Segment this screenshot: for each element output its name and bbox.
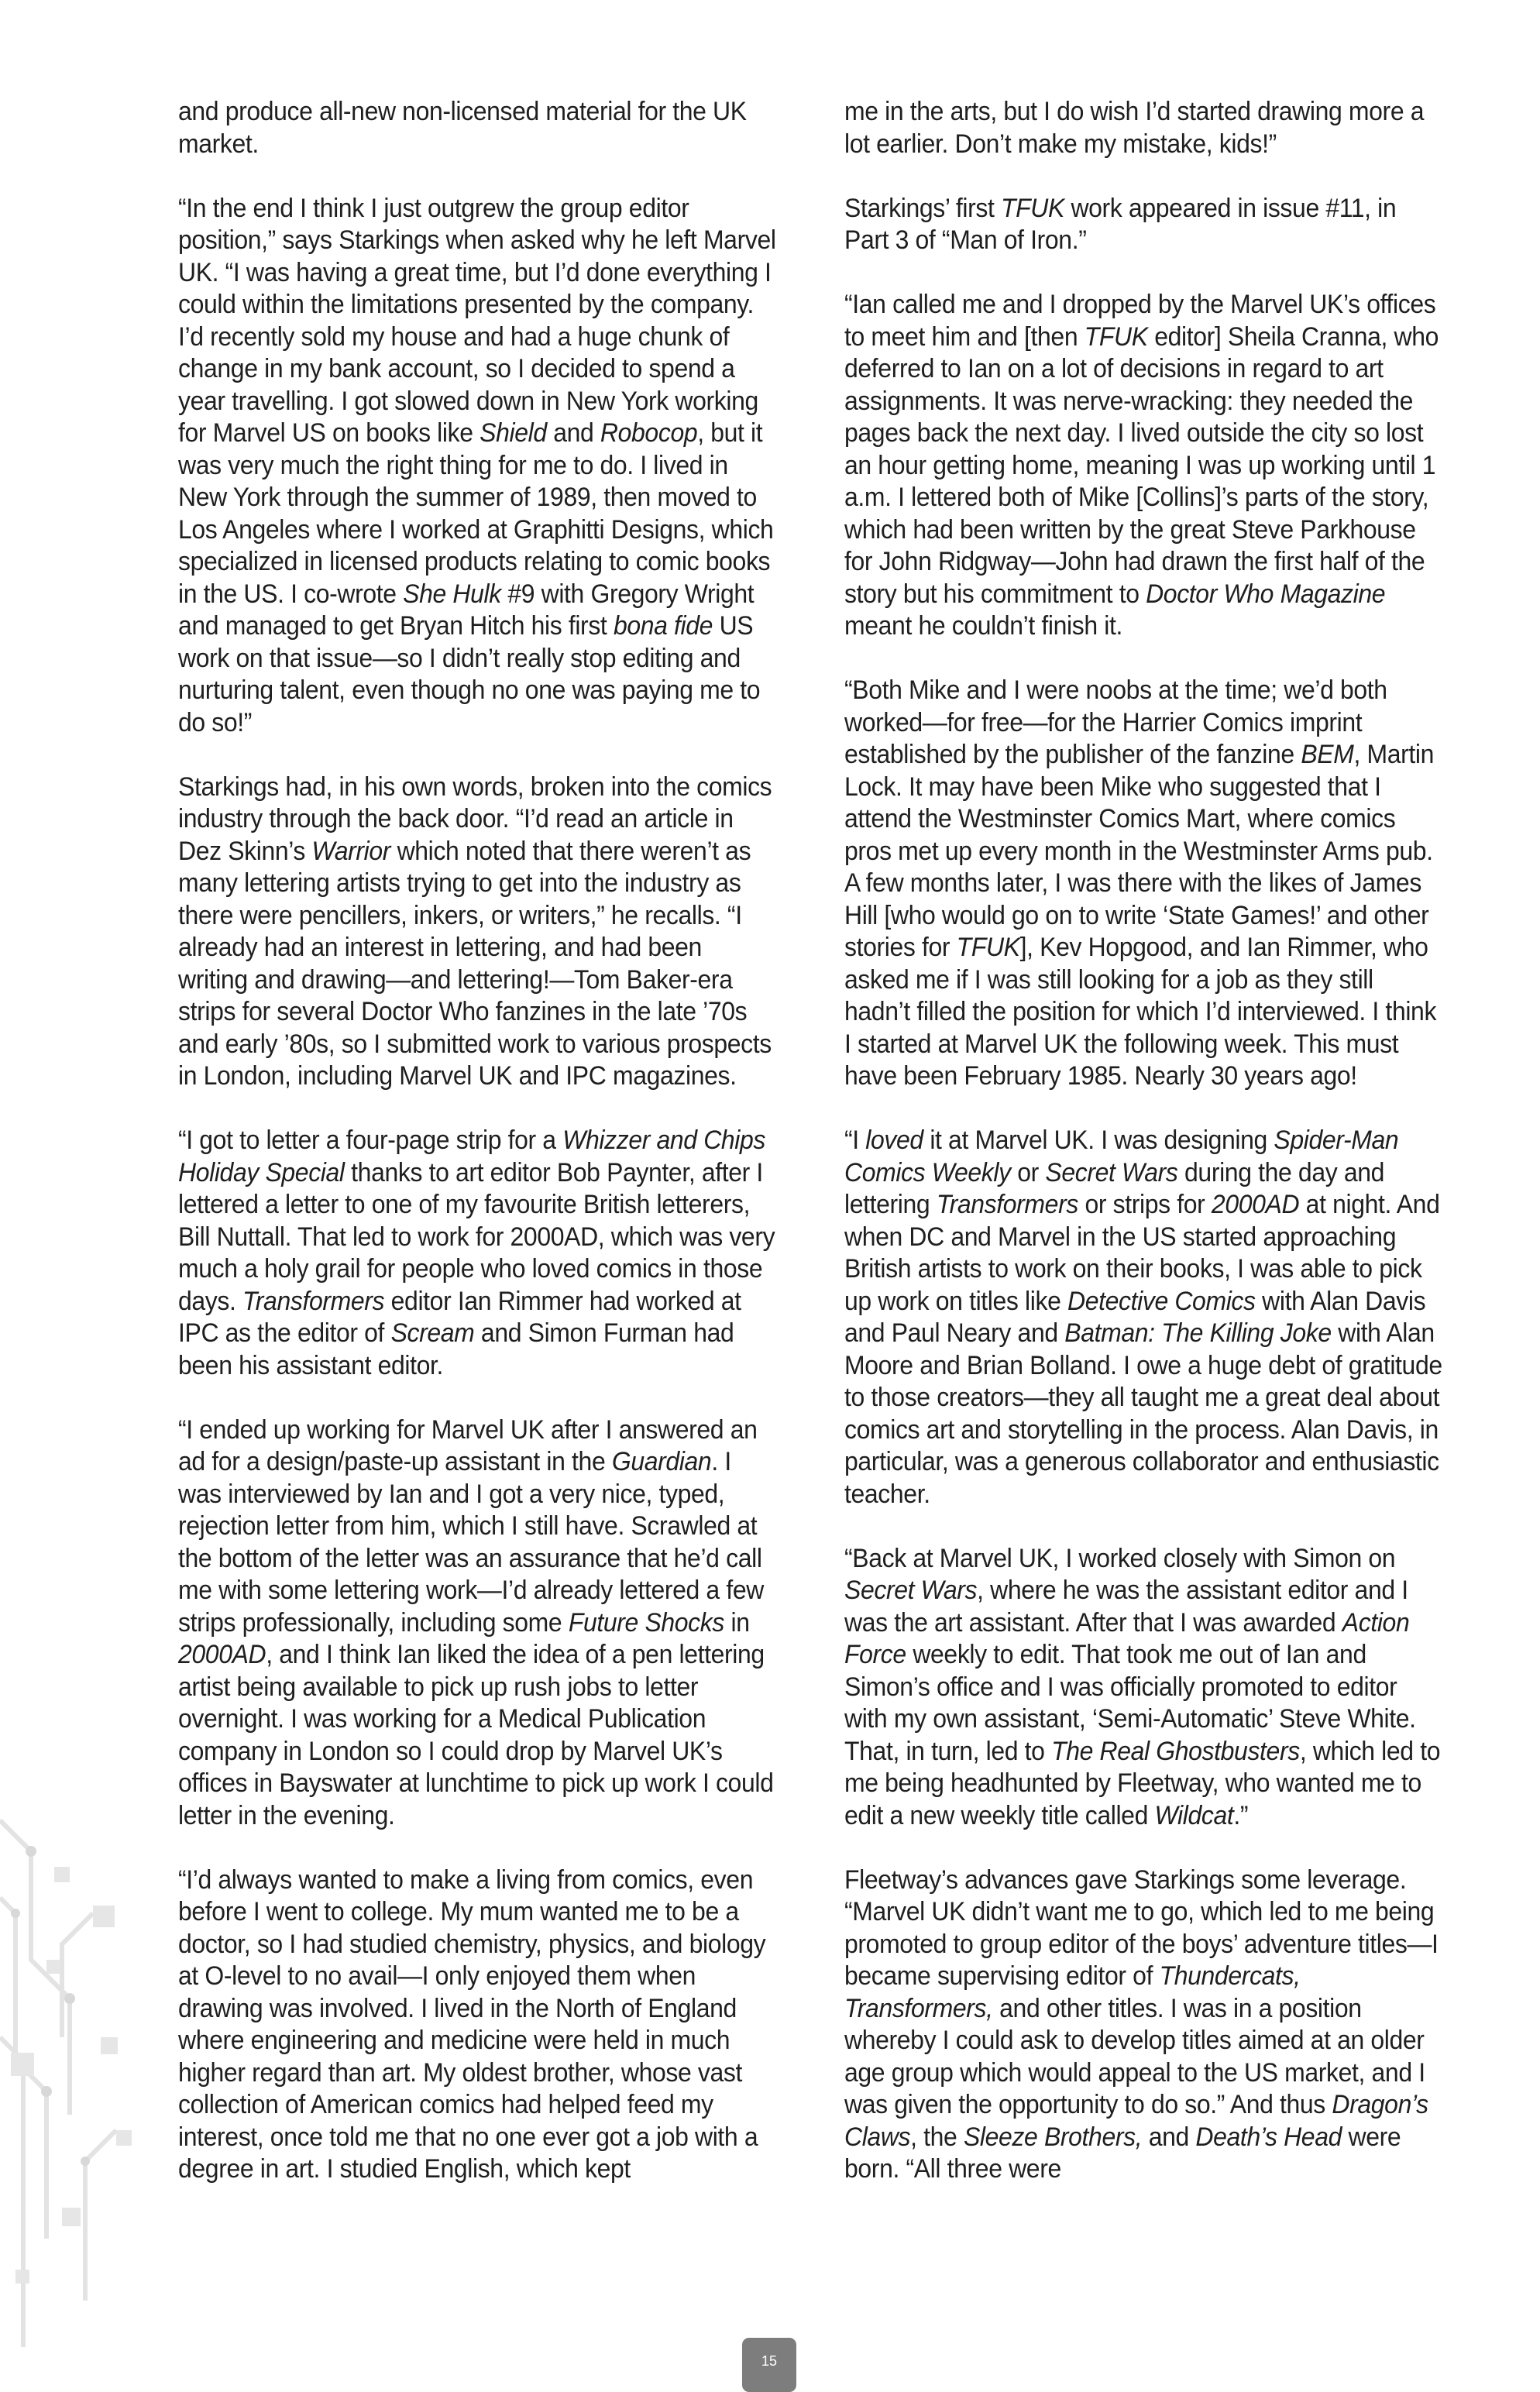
circuit-decoration <box>0 1805 139 2367</box>
italic-title: Future Shocks <box>568 1607 724 1638</box>
text-run: , where he was the assistant editor and I was the art assistant. After that I was awarded <box>844 1576 1408 1638</box>
text-run: , and I think Ian liked the idea of a pen lettering artist being available to pick up rush jobs to letter overnight. I was working for a Medical Publication company in London so I could drop by Marvel UK’s offices in Bayswater at lunchtime to pick up work I could letter in the evening. <box>178 1640 774 1830</box>
italic-title: Batman: The Killing Joke <box>1064 1318 1332 1348</box>
text-run: and <box>546 418 600 448</box>
text-run: “In the end I think I just outgrew the group editor position,” says Starkings when asked why he left Marvel UK. “I was having a great time, but I’d done everything I could within the limitations presented by the company. I’d recently sold my house and had a huge chunk of change in my bank account, so I decided to spend a year travelling. I got slowed down in New York working for Marvel US on books like <box>178 193 776 448</box>
italic-title: Spider-Man Comics Weekly <box>844 1126 1399 1187</box>
text-run: “Ian called me and I dropped by the Marvel UK’s offices to meet him and [then <box>844 290 1436 352</box>
text-run: “I’d always wanted to make a living from comics, even before I went to college. My mum wanted me to be a doctor, so I had studied chemistry, physics, and biology at O-level to no avail—I only enjoyed them when drawing was involved. I lived in the North of England where engineering and medicine were held in much higher regard than art. My oldest brother, whose vast collection of American comics had helped feed my interest, once told me that no one ever got a job with a degree in art. I studied English, which kept <box>178 1864 766 2184</box>
paragraph <box>178 1125 778 1382</box>
paragraph <box>178 1864 778 2186</box>
text-run: editor] Sheila Cranna, who deferred to Ian on a lot of decisions in regard to art assignments. It was nerve-wracking: they needed the pages back the next day. I lived outside the city so lost an hour getting home, meaning I was up working until 1 a.m. I lettered both of Mike [Collins]’s parts of the story, which had been written by the great Steve Parkhouse for John Ridgway—John had drawn the first half of the story but his commitment to <box>844 321 1439 609</box>
text-run: meant he couldn’t finish it. <box>844 611 1123 641</box>
text-run: it at Marvel UK. I was designing <box>923 1126 1274 1155</box>
text-run: which noted that there weren’t as many lettering artists trying to get into the industry as there were pencillers, inkers, or writers,” he recalls. “I already had an interest in lettering, and had been writing and drawing—and lettering!—Tom Baker-era strips for several Doctor Who fanzines in the late ’70s and early ’80s, so I submitted work to various prospects in London, including Marvel UK and IPC magazines. <box>178 836 772 1091</box>
paragraph <box>844 193 1444 257</box>
italic-title: Action Force <box>844 1607 1410 1669</box>
text-run: Starkings’ first <box>844 193 1001 223</box>
italic-title: Transformers <box>242 1286 385 1316</box>
text-run: “I ended up working for Marvel UK after I answered an ad for a design/paste-up assistant in the <box>178 1414 758 1476</box>
text-run: , which led to me being headhunted by Fleetway, who wanted me to edit a new weekly title called <box>844 1736 1441 1830</box>
article-column-right <box>844 96 1444 2218</box>
text-run: “I <box>844 1126 866 1155</box>
paragraph <box>178 193 778 740</box>
italic-title: Transformers <box>936 1190 1078 1219</box>
page-number: 15 <box>761 2353 778 2369</box>
text-run: . I was interviewed by Ian and I got a very nice, typed, rejection letter from him, which I still have. Scrawled at the bottom of the letter was an assurance that he’d call me with some lettering work—I’d already lettered a few strips professionally, including some <box>178 1447 764 1638</box>
italic-title: Scream <box>390 1318 475 1348</box>
paragraph <box>844 675 1444 1093</box>
text-run: or <box>1010 1157 1046 1187</box>
text-run: “Both Mike and I were noobs at the time; we’d both worked—for free—for the Harrier Comics imprint established by the publisher of the fanzine <box>844 675 1387 769</box>
italic-title: She Hulk <box>403 579 501 609</box>
text-run: and produce all-new non-licensed material for the UK market. <box>178 97 747 159</box>
text-run: “Back at Marvel UK, I worked closely with Simon on <box>844 1543 1396 1573</box>
italic-title: loved <box>865 1126 923 1155</box>
italic-title: The Real Ghostbusters <box>1051 1736 1300 1766</box>
text-run: or strips for <box>1078 1190 1212 1219</box>
italic-title: BEM <box>1301 740 1354 769</box>
italic-title: Guardian <box>611 1447 712 1476</box>
italic-title: Whizzer and Chips Holiday Special <box>178 1126 766 1187</box>
text-run: in <box>724 1607 750 1638</box>
text-run: ], Kev Hopgood, and Ian Rimmer, who asked me if I was still looking for a job as they still hadn’t filled the position for which I’d interviewed. I think I started at Marvel UK the following week. This must have been February 1985. Nearly 30 years ago! <box>844 933 1437 1091</box>
paragraph <box>178 1414 778 1833</box>
text-run: at night. And when DC and Marvel in the US started approaching British artists to work on their books, I was able to pick up work on titles like <box>844 1190 1440 1316</box>
italic-title: Dragon’s Claws <box>844 2090 1428 2152</box>
paragraph <box>178 96 778 160</box>
text-run: Starkings had, in his own words, broken into the comics industry through the back door. “I’d read an article in Dez Skinn’s <box>178 772 772 866</box>
text-run: with Alan Moore and Brian Bolland. I owe a huge debt of gratitude to those creators—they all taught me a great deal about comics art and storytelling in the process. Alan Davis, in particular, was a generous collaborator and enthusiastic teacher. <box>844 1318 1442 1509</box>
italic-title: 2000AD <box>1211 1190 1300 1219</box>
text-run: work appeared in issue #11, in Part 3 of “Man of Iron.” <box>844 193 1397 255</box>
paragraph <box>844 1864 1444 2186</box>
text-run: me in the arts, but I do wish I’d started drawing more a lot earlier. Don’t make my mistake, kids!” <box>844 97 1425 159</box>
text-run: and <box>1142 2122 1196 2152</box>
article-column-left <box>178 96 778 2218</box>
paragraph <box>844 1125 1444 1510</box>
text-run: , the <box>910 2122 964 2152</box>
text-run: were born. “All three were <box>844 2122 1401 2184</box>
text-run: #9 with Gregory Wright and managed to get Bryan Hitch his first <box>178 579 755 641</box>
text-run: , Martin Lock. It may have been Mike who suggested that I attend the Westminster Comics Mart, where comics pros met up every month in the Westminster Arms pub. A few months later, I was there with the likes of James Hill [who would go on to write ‘State Games!’ and other stories for <box>844 740 1435 962</box>
text-run: and Simon Furman had been his assistant editor. <box>178 1318 734 1380</box>
italic-title: Doctor Who Magazine <box>1146 579 1386 609</box>
italic-title: Secret Wars <box>1045 1157 1178 1187</box>
text-run: Fleetway’s advances gave Starkings some leverage. “Marvel UK didn’t want me to go, which led to me being promoted to group editor of the boys’ adventure titles—I became supervising editor of <box>844 1864 1439 1991</box>
text-run: thanks to art editor Bob Paynter, after I lettered a letter to one of my favourite British letterers, Bill Nuttall. That led to work for 2000AD, which was very much a holy grail for people who loved comics in those days. <box>178 1157 775 1316</box>
italic-title: TFUK <box>1000 193 1064 223</box>
paragraph <box>178 772 778 1093</box>
text-run: .” <box>1233 1800 1249 1830</box>
italic-title: Detective Comics <box>1067 1286 1256 1316</box>
italic-title: Thundercats, Transformers, <box>844 1961 1301 2023</box>
text-run: weekly to edit. That took me out of Ian and Simon’s office and I was officially promoted to editor with my own assistant, ‘Semi-Automatic’ Steve White. That, in turn, led to <box>844 1640 1416 1766</box>
italic-title: Sleeze Brothers, <box>963 2122 1143 2152</box>
italic-title: Death’s Head <box>1195 2122 1342 2152</box>
paragraph <box>844 1543 1444 1833</box>
paragraph <box>844 289 1444 643</box>
italic-title: Shield <box>480 418 547 448</box>
text-run: with Alan Davis and Paul Neary and <box>844 1286 1426 1348</box>
text-run: editor Ian Rimmer had worked at IPC as the editor of <box>178 1286 741 1348</box>
italic-title: Wildcat <box>1154 1800 1234 1830</box>
italic-title: TFUK <box>956 933 1020 962</box>
text-run: US work on that issue—so I didn’t really stop editing and nurturing talent, even though no one was paying me to do so!” <box>178 611 761 737</box>
italic-title: 2000AD <box>178 1640 266 1669</box>
italic-title: Secret Wars <box>844 1576 978 1605</box>
text-run: and other titles. I was in a position whereby I could ask to develop titles aimed at an older age group which would appeal to the US market, and I was given the opportunity to do so.” And thus <box>844 1993 1425 2119</box>
italic-title: Robocop <box>600 418 698 448</box>
italic-title: bona fide <box>613 611 713 641</box>
paragraph <box>844 96 1444 160</box>
italic-title: TFUK <box>1084 321 1148 352</box>
text-run: “I got to letter a four-page strip for a <box>178 1126 563 1155</box>
text-run: during the day and lettering <box>844 1157 1385 1219</box>
italic-title: Warrior <box>311 836 391 866</box>
text-run: , but it was very much the right thing for me to do. I lived in New York through the summer of 1989, then moved to Los Angeles where I worked at Graphitti Designs, which specialized in licensed products relating to comic books in the US. I co-wrote <box>178 418 774 609</box>
